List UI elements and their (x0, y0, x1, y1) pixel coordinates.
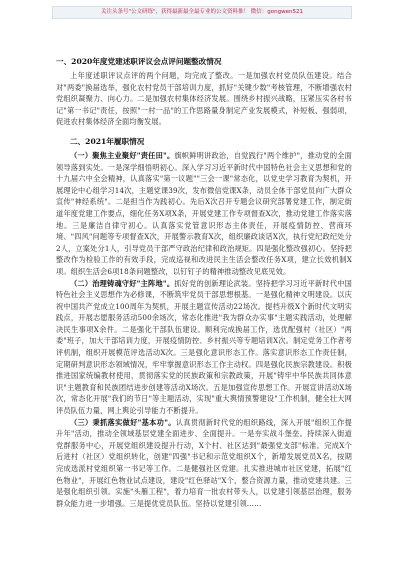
section-2-paragraph-1 (56, 150, 352, 278)
section-1-paragraph-1 (56, 70, 352, 128)
paragraph-lead: （二）治理铸魂守好"主阵地"。 (70, 278, 175, 288)
header-banner[interactable]: 关注头条号"公文研练"，获得最新最全最专业的公文资料推！ 微信：gongwen521 (52, 6, 352, 19)
paragraph-text: 认真贯彻新时代党的组织路线，深入开展"组织工作提升年"活动，推动全领域基层党建全面进步、全面提升。一是夯实战斗堡垒。持续深入街道党群服务中心，开展党组织建设提升行动，X个村、社区达到"最强党支部"标准。完成X个后进村（社区）党组织转化，创建"四强"书记和示范党组织X个，新增发展党员X名，按期完成选派村党组织第一书记等工作。二是健强社区党建。扎实推进城市社区党建，拓展"红色物业"，开展红色物业试点建设，建设"红色驿站"X个，整合资源力量，推动党建共建。三是强化组织引领。实施"头雁工程"，着力培育一批农村带头人，以党建引领基层治理，服务群众能力进一步增强。三是提优党员队伍。坚持以党建引领…… (56, 417, 352, 508)
section-heading-2: 二、2021年履职情况 (70, 136, 145, 146)
paragraph-text: 旗帜鲜明讲政治，自觉践行"两个维护"，推动党的全面领导落到实处。一是深学细悟明初心。深入学习习近平新时代中国特色社会主义思想和党的十九届六中全会精神，认真落实"第一议题""三会一课"常态化，以党史学习教育为契机，开展理论中心组学习14次，主题党课39次，发布微信党课X条，动员全体干部党员向广大群众宣传"神经系统"。二是担当作为践初心。先后X次召开专题会议研究部署党建工作，制定街道年度党建工作要点，细化任务X项X条，开展党建工作专项督查X次，推动党建工作落实落地。三是廉洁自律守初心。认真落实党管意识形态主体责任，开展疫情防控、营商环境、"四风"问题等专项督查X次，开展警示教育X次，组织廉政谈话X次，执行党纪政纪处分2人，立案处分1人，引导党员干部严守政治纪律和政治规矩。四是强化整改强初心。坚持把整改作为检验工作的有效手段，完成巡视和改进民主生活会整改任务X项，建立长效机制X项。组织生活会6项18条问题整改，以钉钉子的精神推动整改见底见效。 (56, 150, 352, 276)
section-2-paragraph-3 (56, 417, 352, 510)
paragraph-text: 抓好党的创新理论武装。坚持把学习习近平新时代中国特色社会主义思想作为必修课，不断筑牢党员干部思想根基。一是强化精神文明建设。以庆祝中国共产党成立100周年为契机，开展主题宣传活动22场次。提档升级X个新时代文明实践点，开展志愿服务活动500余场次，常态化推进"我为群众办实事"主题实践活动，处理解决民生事项X余件。二是强化干部队伍建设。顺利完成换届工作，选优配强村（社区）"两委"班子，加大干部培训力度，开展疫情防控、乡村振兴等专题培训X次。制定党务工作者考评机制，组织开展模范评选活动X次。三是强化意识形态工作。落实意识形态工作责任制，定期研判意识形态领域情况，牢牢掌握意识形态工作主动权。四是强化民族宗教建设。积极推进国家统编教材使用，贯彻落实党的民族政策和宗教政策，开展"铸牢中华民族共同体意识"主题教育和民族团结进步创建等活动X场次。五是加强宣传思想工作。开展宣讲活动X场次，常态化开展"我们的节日"等主题活动，实现"重大舆情预警建设"工作机制，健全壮大网评员队伍力量，网上舆论引导能力不断提升。 (56, 278, 352, 416)
document-body (56, 52, 352, 509)
paragraph-text: 上年度述职评议点评的两个问题，均完成了整改。一是加强农村党员队伍建设。结合对"两委"换届选举，强化农村党员干部培训力度，抓好"关键少数"考核管理，不断增强农村党组织凝聚力、向心力。二是加强农村集体经济发展。围绕乡村振兴战略，压紧压实各村书记"第一书记"责任，按照"一村一品"的工作思路量身制定产业发展模式，补短板、强弱项，促进农村集体经济全面均衡发展。 (56, 71, 352, 127)
paragraph-lead: （一）聚焦主业聚好"责任田"。 (70, 150, 175, 160)
section-2-paragraph-2 (56, 278, 352, 417)
section-heading-1: 一、2020年度党建述职评议会点评问题整改情况 (56, 57, 222, 66)
paragraph-lead: （三）秉抓落实做好"基本功"。 (70, 417, 176, 427)
